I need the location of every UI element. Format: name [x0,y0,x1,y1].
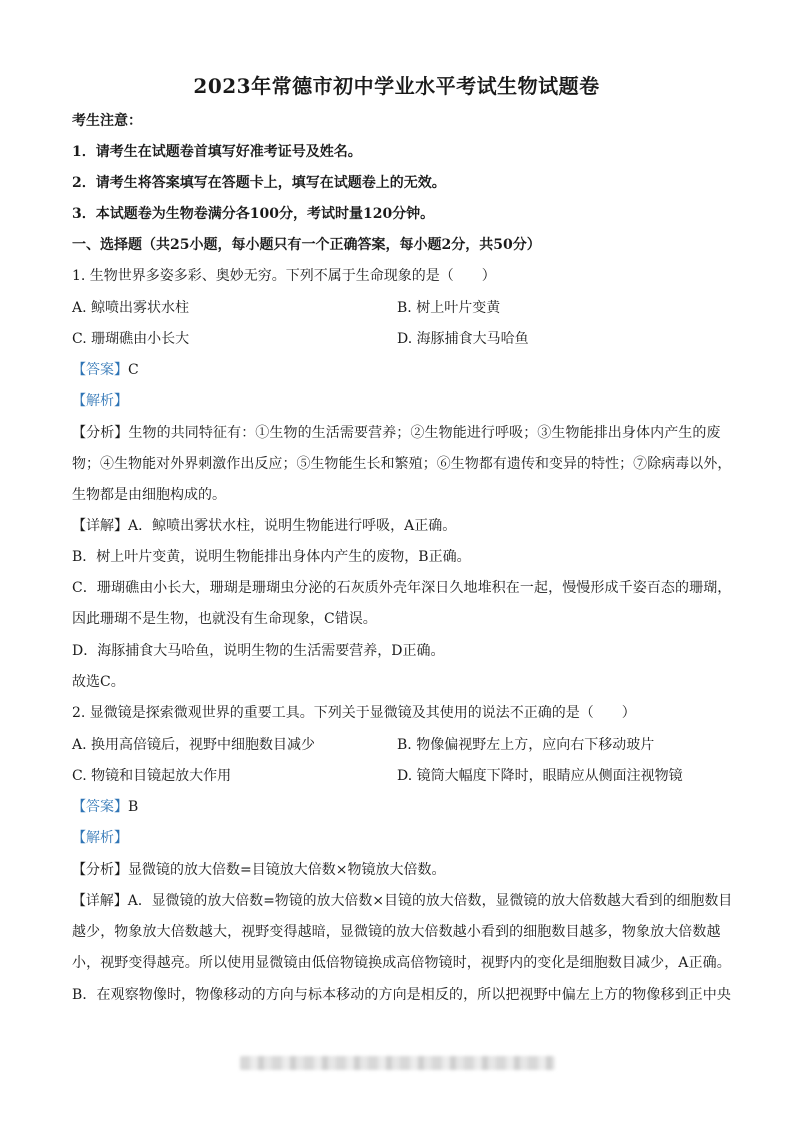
q2-option-b: B. 物像偏视野左上方，应向右下移动玻片 [397,737,655,753]
xiangjie-text: A．显微镜的放大倍数=物镜的放大倍数×目镜的放大倍数，显微镜的放大倍数越大看到的细胞数目 [127,893,733,909]
xiangjie-tag: 【详解】 [72,518,128,534]
q1-xiangjie-line: B．树上叶片变黄，说明生物能排出身体内产生的废物，B正确。 [72,549,471,565]
q2-fenxi [72,859,732,879]
fenxi-tag: 【分析】 [72,862,128,878]
fenxi-text: 显微镜的放大倍数=目镜放大倍数×物镜放大倍数。 [128,862,446,878]
page-title: 2023年常德市初中学业水平考试生物试题卷 [193,74,600,98]
q2-answer [72,796,732,816]
answer-tag: 【答案】 [72,362,128,378]
notice-item: 1．请考生在试题卷首填写好准考证号及姓名。 [72,144,362,160]
q1-xiangjie-line: 故选C。 [72,674,125,690]
q1-option-a: A. 鲸喷出雾状水柱 [72,300,190,316]
notice-item: 2．请考生将答案填写在答题卡上，填写在试题卷上的无效。 [72,175,446,191]
answer-value: C [128,362,139,378]
q2-xiangjie-line: 越少，物象放大倍数越大，视野变得越暗，显微镜的放大倍数越小看到的细胞数目越多，物象放大倍数越 [72,924,721,940]
q1-xiangjie-line: D．海豚捕食大马哈鱼，说明生物的生活需要营养，D正确。 [72,643,445,659]
q2-option-a: A. 换用高倍镜后，视野中细胞数目减少 [72,737,316,753]
q1-option-b: B. 树上叶片变黄 [397,300,501,316]
fenxi-text: 生物的共同特征有：①生物的生活需要营养；②生物能进行呼吸；③生物能排出身体内产生的废 [128,425,721,441]
q1-option-c: C. 珊瑚礁由小长大 [72,331,190,347]
question-2-stem: 2. 显微镜是探索微观世界的重要工具。下列关于显微镜及其使用的说法不正确的是（ ） [72,705,636,721]
q2-option-d: D. 镜筒大幅度下降时，眼睛应从侧面注视物镜 [397,768,683,784]
q1-xiangjie [72,515,732,535]
q2-xiangjie [72,890,733,910]
q2-xiangjie-line: 小，视野变得越亮。所以使用显微镜由低倍物镜换成高倍物镜时，视野内的变化是细胞数目减少，A正确。 [72,955,731,971]
xiangjie-text: A．鲸喷出雾状水柱，说明生物能进行呼吸，A正确。 [128,518,457,534]
q1-fenxi-line: 物；④生物能对外界刺激作出反应；⑤生物能生长和繁殖；⑥生物都有遗传和变异的特性；⑦除病毒以外， [72,456,732,472]
fenxi-tag: 【分析】 [72,425,129,441]
answer-tag: 【答案】 [72,799,128,815]
xiangjie-tag: 【详解】 [72,893,128,909]
q1-xiangjie-line: 因此珊瑚不是生物，也就没有生命现象，C错误。 [72,611,377,627]
notice-item: 3．本试题卷为生物卷满分各100分，考试时量120分钟。 [72,206,435,222]
q1-option-d: D. 海豚捕食大马哈鱼 [397,331,529,347]
blurred-watermark [240,1056,555,1070]
q1-fenxi [72,422,732,442]
q2-xiangjie-line: B．在观察物像时，物像移动的方向与标本移动的方向是相反的，所以把视野中偏左上方的物像移到正中央 [72,987,731,1003]
q1-answer [72,359,732,379]
q1-fenxi-line: 生物都是由细胞构成的。 [72,487,226,503]
section-heading: 一、选择题（共25小题，每小题只有一个正确答案，每小题2分，共50分） [72,237,541,253]
q2-analysis-tag: 【解析】 [72,830,128,846]
notice-heading: 考生注意： [72,113,142,129]
question-1-stem: 1. 生物世界多姿多彩、奥妙无穷。下列不属于生命现象的是（ ） [72,268,496,284]
q1-xiangjie-line: C．珊瑚礁由小长大，珊瑚是珊瑚虫分泌的石灰质外壳年深日久地堆积在一起，慢慢形成千姿百态的珊瑚， [72,580,732,596]
answer-value: B [128,799,139,815]
q1-analysis-tag: 【解析】 [72,393,128,409]
q2-option-c: C. 物镜和目镜起放大作用 [72,768,232,784]
